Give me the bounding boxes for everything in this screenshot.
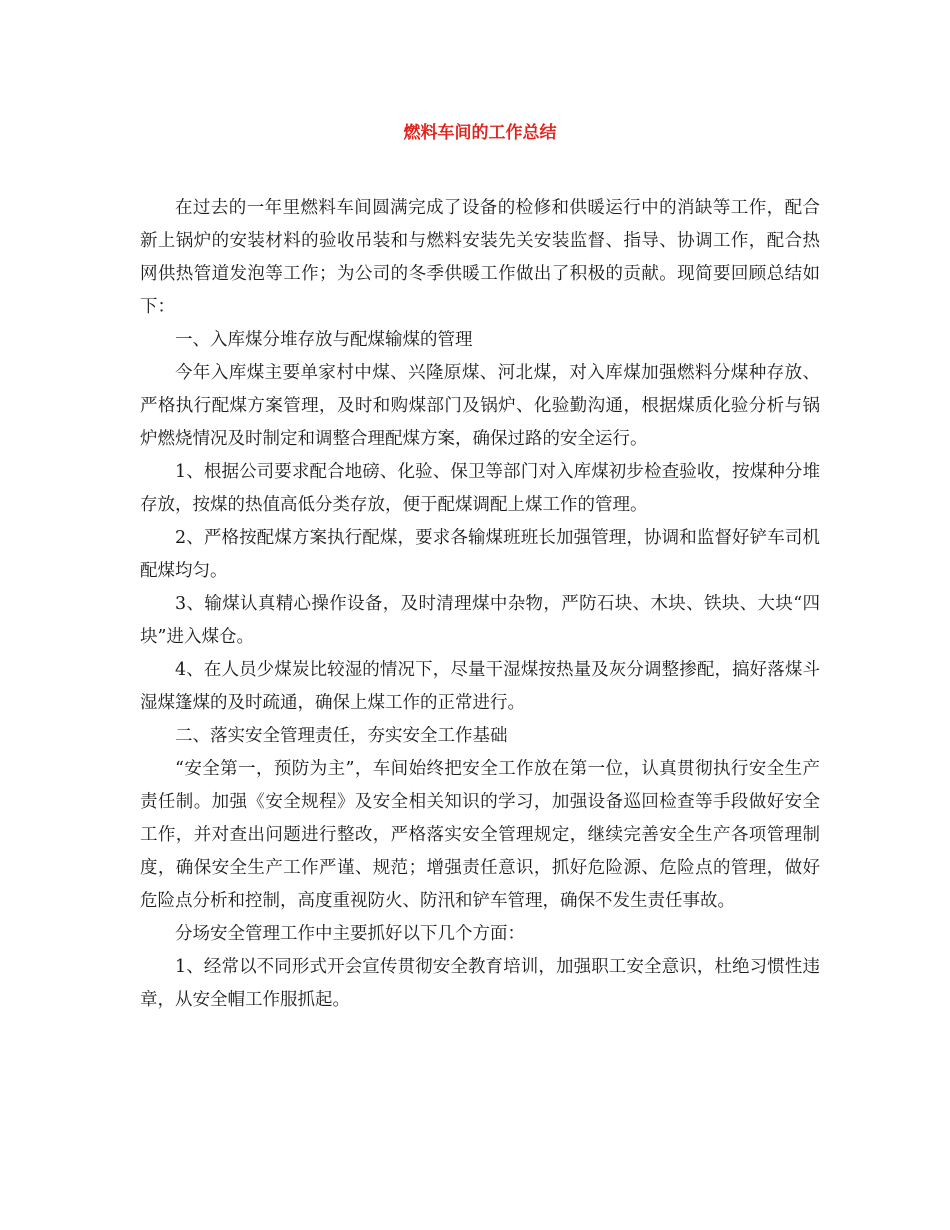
coal-item-2: 2、严格按配煤方案执行配煤，要求各输煤班班长加强管理，协调和监督好铲车司机配煤均匀。 [140, 528, 820, 581]
document-page [140, 118, 820, 1017]
intro-paragraph: 在过去的一年里燃料车间圆满完成了设备的检修和供暖运行中的消缺等工作，配合新上锅炉的安装材料的验收吊装和与燃料安装先关安装监督、指导、协调工作，配合热网供热管道发泡等工作；为公司的冬季供暖工作做出了积极的贡献。现简要回顾总结如下： [140, 198, 820, 317]
document-title: 燃料车间的工作总结 [403, 123, 557, 143]
coal-storage-paragraph: 今年入库煤主要单家村中煤、兴隆原煤、河北煤，对入库煤加强燃料分煤种存放、严格执行配煤方案管理，及时和购煤部门及锅炉、化验勤沟通，根据煤质化验分析与锅炉燃烧情况及时制定和调整合理配煤方案，确保过路的安全运行。 [140, 363, 820, 449]
section-heading-coal-storage: 一、入库煤分堆存放与配煤输煤的管理 [175, 330, 473, 350]
coal-item-3: 3、输煤认真精心操作设备，及时清理煤中杂物，严防石块、木块、铁块、大块“四块”进入煤仓。 [140, 594, 820, 647]
safety-item-1: 1、经常以不同形式开会宣传贯彻安全教育培训，加强职工安全意识，杜绝习惯性违章，从安全帽工作服抓起。 [140, 957, 820, 1010]
section-heading-safety: 二、落实安全管理责任，夯实安全工作基础 [175, 726, 508, 746]
coal-item-1: 1、根据公司要求配合地磅、化验、保卫等部门对入库煤初步检查验收，按煤种分堆存放，按煤的热值高低分类存放，便于配煤调配上煤工作的管理。 [140, 462, 820, 515]
document-body [140, 192, 820, 1017]
coal-item-4: 4、在人员少煤炭比较湿的情况下，尽量干湿煤按热量及灰分调整掺配，搞好落煤斗湿煤篷煤的及时疏通，确保上煤工作的正常进行。 [140, 660, 820, 713]
safety-aspects-intro: 分场安全管理工作中主要抓好以下几个方面： [175, 924, 525, 944]
safety-paragraph: “安全第一，预防为主”，车间始终把安全工作放在第一位，认真贯彻执行安全生产责任制。加强《安全规程》及安全相关知识的学习，加强设备巡回检查等手段做好安全工作，并对查出问题进行整改，严格落实安全管理规定，继续完善安全生产各项管理制度，确保安全生产工作严谨、规范；增强责任意识，抓好危险源、危险点的管理，做好危险点分析和控制，高度重视防火、防汛和铲车管理，确保不发生责任事故。 [140, 759, 820, 911]
